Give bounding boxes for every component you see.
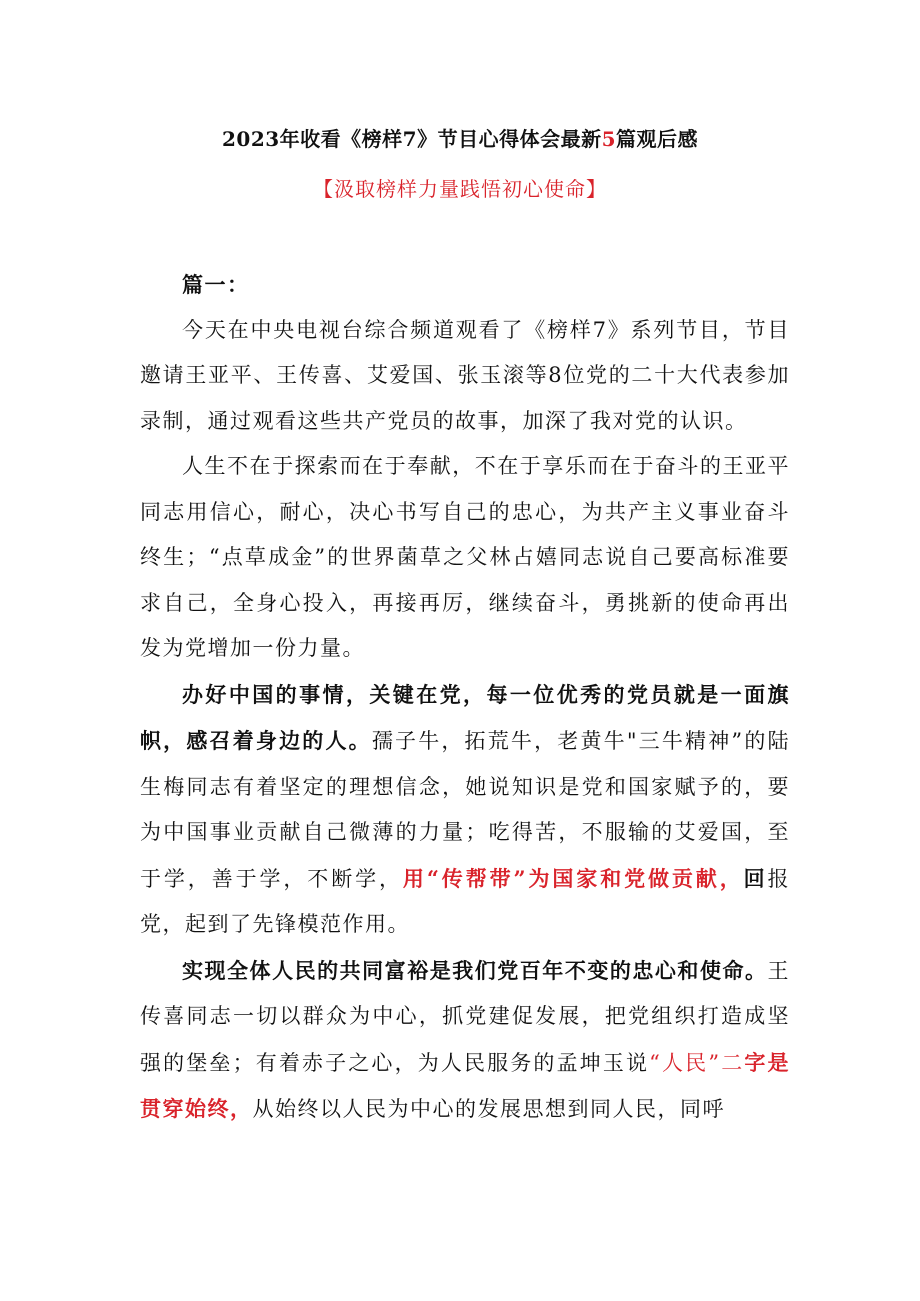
paragraph-2: 人生不在于探索而在于奉献，不在于享乐而在于奋斗的王亚平同志用信心，耐心，决心书写自己的忠心，为共产主义事业奋斗终生；“点草成金”的世界菌草之父林占嬉同志说自己要高标准要求自己，全身心投入，再接再厉，继续奋斗，勇挑新的使命再出发为党增加一份力量。 bbox=[140, 454, 790, 660]
paragraph-3-text-1: 孺子牛，拓荒牛，老黄牛"三牛精神”的陆生梅同志有着坚定的理想信念，她说知识是党和国家赋予的，要为中国事业贡献自己微薄的力量；吃得苦，不服输的艾爱国，至于学，善于学，不断学， bbox=[140, 729, 790, 891]
paragraph-4-highlight-1: “人民”二 bbox=[649, 1050, 745, 1075]
title-part2: 篇观后感 bbox=[616, 127, 698, 151]
paragraph-3-bold-after: 回 bbox=[743, 865, 768, 891]
section-heading: 篇一： bbox=[182, 272, 250, 297]
paragraph-3 bbox=[140, 672, 790, 948]
document-subtitle: 【汲取榜样力量践悟初心使命】 bbox=[313, 177, 607, 201]
title-part1: 2023年收看《榜样7》节目心得体会最新 bbox=[221, 127, 602, 151]
title-count: 5 bbox=[601, 127, 616, 151]
paragraph-3-text-2: 报党，起到了先锋模范作用。 bbox=[140, 866, 791, 936]
paragraph-4-highlight-2: 字是贯穿始终， bbox=[140, 1049, 791, 1121]
paragraph-3-lead: 办好中国的事情，关键在党，每一位优秀的党员就是一面旗帜，感召着身边的人。 bbox=[140, 681, 790, 753]
document-body bbox=[140, 262, 790, 1133]
paragraph-3-highlight: 用“传帮带”为国家和党做贡献， bbox=[402, 865, 744, 891]
paragraph-1: 今天在中央电视台综合频道观看了《榜样7》系列节目，节目邀请王亚平、王传喜、艾爱国、张玉滚等8位党的二十大代表参加录制，通过观看这些共产党员的故事，加深了我对党的认识。 bbox=[140, 317, 790, 433]
paragraph-4 bbox=[140, 948, 790, 1133]
paragraph-4-text-2: 从始终以人民为中心的发展思想到同人民，同呼 bbox=[252, 1097, 725, 1121]
paragraph-4-lead: 实现全体人民的共同富裕是我们党百年不变的忠心和使命。 bbox=[182, 957, 768, 983]
paragraph-4-text-1: 王传喜同志一切以群众为中心，抓党建促发展，把党组织打造成坚强的堡垒；有着赤子之心，为人民服务的孟坤玉说 bbox=[140, 958, 790, 1075]
document-title bbox=[0, 124, 920, 154]
